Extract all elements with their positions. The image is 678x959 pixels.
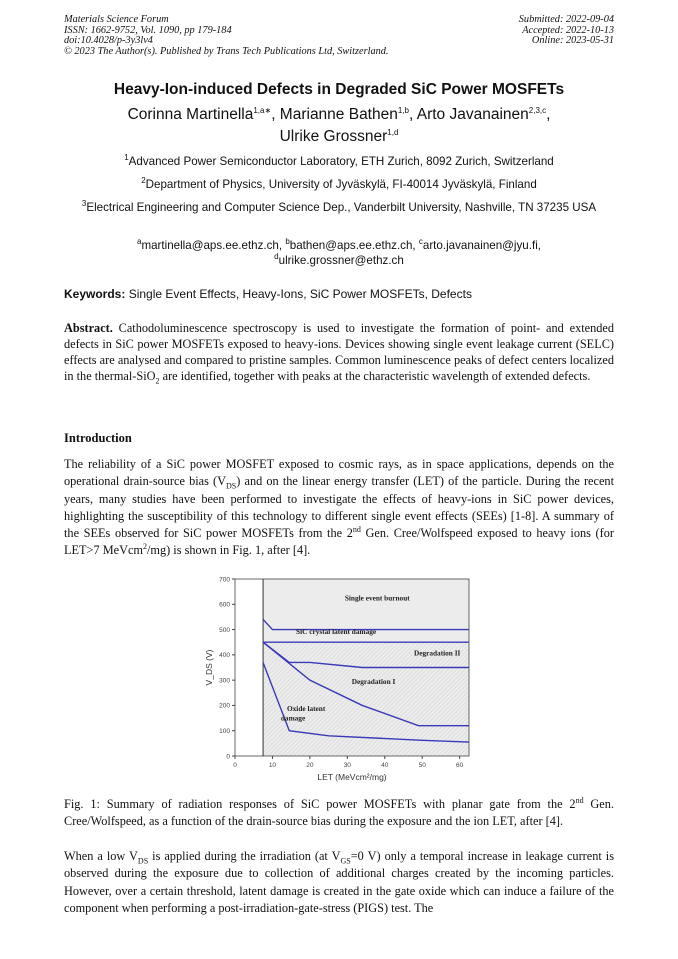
copyright-line: © 2023 The Author(s). Published by Trans Tech Publications Ltd, Switzerland. xyxy=(64,45,389,57)
sup-text: nd xyxy=(352,525,361,535)
sup-text: 1,b xyxy=(397,105,409,115)
b-text: Abstract. xyxy=(64,321,113,335)
sup-text: 1,a∗ xyxy=(253,105,272,115)
journal-name: Materials Science Forum xyxy=(64,14,169,25)
text-run: Electrical Engineering and Computer Science Dep., Vanderbilt University, Nashville, TN 37235 USA xyxy=(86,201,597,214)
keywords-text: Single Event Effects, Heavy-Ions, SiC Power MOSFETs, Defects xyxy=(128,287,472,301)
y-tick-label: 0 xyxy=(226,753,230,761)
y-tick-label: 600 xyxy=(219,601,230,609)
text-run: martinella@aps.ee.ethz.ch, xyxy=(141,239,286,252)
region-label: Single event burnout xyxy=(344,593,410,603)
emails xyxy=(110,238,568,268)
sup-text: nd xyxy=(575,795,584,805)
intro-paragraph xyxy=(64,456,614,560)
text-run: Cathodoluminescence spectroscopy is used to investigate the formation of point- and extended defects in SiC power MOSFETs exposed to heavy-ions. Devices showing single event leakage current (SELC) effects are analysed and compared to pristine samples. Common luminescence peaks of defect centers localized in the thermal-SiO xyxy=(64,321,614,383)
y-tick-label: 400 xyxy=(219,652,230,660)
submitted-date: Submitted: 2022-09-04 xyxy=(518,14,614,25)
issn-line: ISSN: 1662-9752, Vol. 1090, pp 179-184 xyxy=(64,24,232,36)
sup-text: b xyxy=(285,237,290,247)
authors-line xyxy=(40,104,638,126)
region-label: damage xyxy=(280,713,306,723)
region-label: Oxide latent xyxy=(286,703,326,713)
sub-text: DS xyxy=(137,856,149,866)
sup-text: d xyxy=(274,252,279,262)
text-run: Corinna Martinella xyxy=(127,106,254,123)
text-run: Gen. Cree/Wolfspeed exposed to heavy ions (for LET>7 MeVcm xyxy=(64,526,614,558)
radiation-response-chart xyxy=(200,565,480,790)
sub-text: GS xyxy=(340,856,351,866)
body-paragraph xyxy=(64,848,614,917)
doi-line: doi:10.4028/p-3y3lv4 xyxy=(64,35,153,47)
keywords xyxy=(64,287,472,301)
text-run: are identified, together with peaks at the characteristic wavelength of extended defects. xyxy=(159,369,591,383)
figure-caption xyxy=(64,796,614,829)
x-tick-label: 30 xyxy=(343,762,351,769)
text-run: ) and on the linear energy transfer (LET) of the particle. During the recent years, many studies have been performed to investigate the effects of heavy-ions in SiC power devices, highlighting the susceptibility of this technology to different single event effects (SEEs) [1-8]. A summary of the SEEs observed for SiC power MOSFETs from the 2 xyxy=(64,474,614,541)
y-tick-label: 200 xyxy=(219,702,230,710)
sup-text: 1 xyxy=(124,153,129,163)
sup-text: c xyxy=(418,237,423,247)
y-tick-label: 300 xyxy=(219,677,230,685)
text-run: =0 V) only a temporal increase in leakage current is observed during the exposure due to collection of additional charges created by the incoming particles. However, over a certain threshold, latent damage is created in the gate oxide which can induce a failure of the component when performing a post-irradiation-gate-stress (PIGS) test. The xyxy=(64,849,614,915)
affiliation-3 xyxy=(70,200,608,215)
text-run: bathen@aps.ee.ethz.ch, xyxy=(289,239,419,252)
text-run: is applied during the irradiation (at V xyxy=(148,849,341,863)
sup-text: 3 xyxy=(81,199,87,209)
accepted-date: Accepted: 2022-10-13 xyxy=(522,24,614,36)
keywords-label: Keywords: xyxy=(64,287,126,301)
text-run: Ulrike Grossner xyxy=(279,128,388,145)
affiliation-2 xyxy=(40,177,638,192)
text-run: When a low V xyxy=(64,849,138,863)
text-run: /mg) is shown in Fig. 1, after [4]. xyxy=(147,543,311,558)
sup-text: a xyxy=(136,237,142,247)
x-tick-label: 50 xyxy=(418,762,426,769)
text-run: , xyxy=(546,106,551,123)
affiliation-1 xyxy=(40,154,638,169)
section-heading: Introduction xyxy=(64,431,132,445)
region-label: Degradation I xyxy=(351,676,396,686)
sup-text: 2 xyxy=(143,542,147,552)
x-tick-label: 0 xyxy=(233,762,237,769)
text-run: Fig. 1: Summary of radiation responses of SiC power MOSFETs with planar gate from the 2 xyxy=(64,797,576,811)
text-run: arto.javanainen@jyu.fi, xyxy=(422,239,541,252)
y-axis-label: V_DS (V) xyxy=(204,649,214,686)
sup-text: 1,d xyxy=(387,127,399,137)
y-tick-label: 500 xyxy=(219,626,230,634)
text-run: Advanced Power Semiconductor Laboratory, ETH Zurich, 8092 Zurich, Switzerland xyxy=(128,155,554,168)
authors-line xyxy=(40,126,638,148)
x-axis-label: LET (MeVcm²/mg) xyxy=(317,772,387,782)
text-run: Gen. Cree/Wolfspeed, as a function of the drain-source bias during the exposure and the ion LET, after [4]. xyxy=(64,797,614,828)
region-label: SiC crystal latent damage xyxy=(296,627,377,637)
sub-text: 2 xyxy=(155,376,160,386)
region-label: Degradation II xyxy=(413,648,461,658)
sub-text: DS xyxy=(226,481,237,491)
text-run: , Arto Javanainen xyxy=(408,106,529,123)
text-run: , Marianne Bathen xyxy=(271,106,398,123)
text-run: Department of Physics, University of Jyväskylä, FI-40014 Jyväskylä, Finland xyxy=(145,178,537,191)
journal-info xyxy=(64,15,388,57)
sup-text: 2 xyxy=(141,176,146,186)
text-run: ulrike.grossner@ethz.ch xyxy=(278,254,404,267)
authors xyxy=(40,104,638,148)
x-tick-label: 10 xyxy=(268,762,277,769)
sup-text: 2,3,c xyxy=(528,105,547,115)
y-tick-label: 700 xyxy=(219,576,230,584)
online-date: Online: 2023-05-31 xyxy=(531,35,614,47)
dates-info xyxy=(519,15,614,47)
y-tick-label: 100 xyxy=(219,728,230,736)
x-tick-label: 40 xyxy=(381,762,389,769)
hatched-region xyxy=(263,642,469,756)
abstract xyxy=(64,320,614,384)
x-tick-label: 20 xyxy=(306,762,314,769)
x-tick-label: 60 xyxy=(456,762,464,769)
text-run: The reliability of a SiC power MOSFET exposed to cosmic rays, as in space applications, depends on the operational drain-source bias (V xyxy=(64,457,614,489)
paper-title: Heavy-Ion-induced Defects in Degraded SiC Power MOSFETs xyxy=(113,81,565,98)
